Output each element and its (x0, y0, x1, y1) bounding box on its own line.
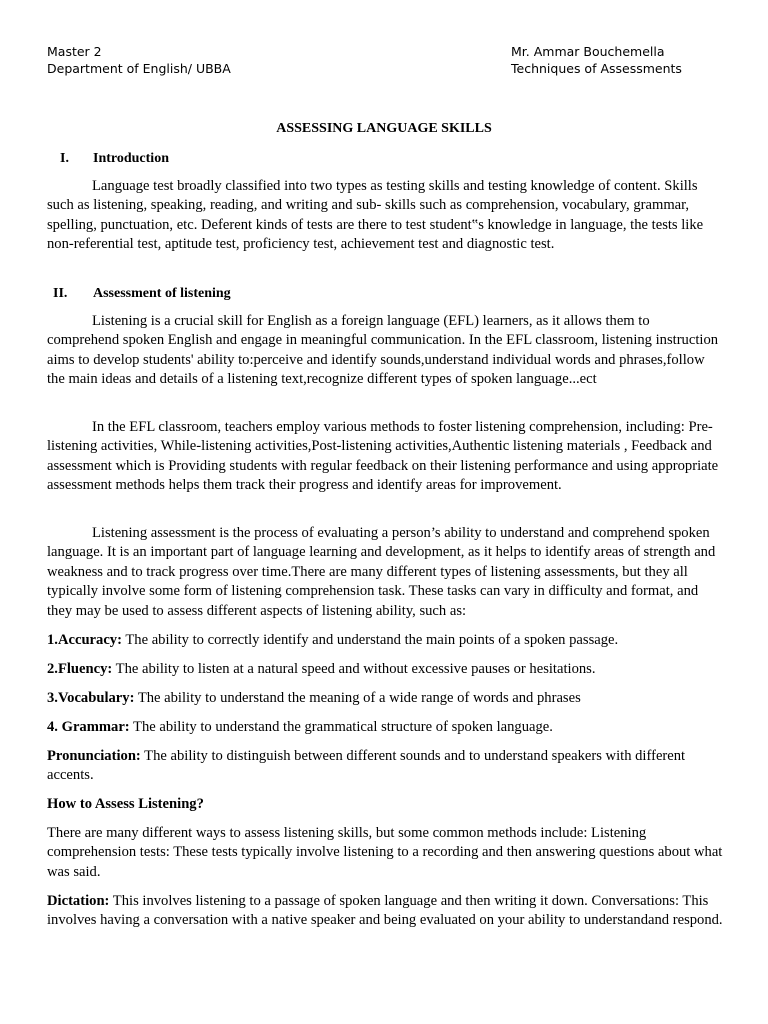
aspect-grammar (47, 718, 723, 737)
aspect-text: The ability to understand the grammatical structure of spoken language. (129, 719, 553, 735)
paragraph-how-to-assess: There are many different ways to assess listening skills, but some common methods include: Listening comprehension tests: These tests typically involve listening to a recording and then answering questions about what was said. (47, 825, 723, 880)
header-course: Master 2 (47, 44, 102, 59)
document-title: ASSESSING LANGUAGE SKILLS (276, 121, 492, 136)
aspect-fluency (47, 660, 723, 679)
header-author: Mr. Ammar Bouchemella (511, 44, 665, 59)
aspect-label: Pronunciation: (47, 748, 141, 764)
paragraph-listening-methods: In the EFL classroom, teachers employ various methods to foster listening comprehension, including: Pre-listening activities, While-listening activities,Post-listening activities,Authentic listening materials , Feedback and assessment which is Providing students with regular feedback on their listening performance and using appropriate assessment methods helps them track their progress and identify areas for improvement. (47, 419, 719, 494)
aspect-text: The ability to understand the meaning of a wide range of words and phrases (134, 690, 581, 706)
aspect-vocabulary (47, 689, 723, 708)
paragraph-listening-intro: Listening is a crucial skill for English as a foreign language (EFL) learners, as it allows them to comprehend spoken English and engage in meaningful communication. In the EFL classroom, listening instruction aims to develop students' ability to:perceive and identify sounds,understand individual words and phrases,follow the main ideas and details of a listening text,recognize different types of spoken language...ect (47, 313, 719, 388)
header-left (47, 43, 231, 77)
header-department: Department of English/ UBBA (47, 61, 231, 76)
aspect-label: 4. Grammar: (47, 719, 130, 735)
aspect-accuracy (47, 631, 723, 650)
aspect-text: The ability to distinguish between different sounds and to understand speakers with different accents. (47, 748, 686, 784)
section-title: Assessment of listening (93, 286, 231, 301)
aspect-text: The ability to listen at a natural speed and without excessive pauses or hesitations. (112, 661, 596, 677)
paragraph-dictation (47, 892, 723, 931)
section-title: Introduction (93, 151, 169, 166)
heading-how-to-assess: How to Assess Listening? (47, 796, 204, 812)
header-right (511, 43, 682, 77)
paragraph-introduction: Language test broadly classified into two types as testing skills and testing knowledge of content. Skills such as listening, speaking, reading, and writing and sub- skills such as comprehension, vocabulary, grammar, spelling, punctuation, etc. Deferent kinds of tests are there to test student‟s knowledge in language, the tests like non-referential test, aptitude test, proficiency test, achievement test and diagnostic test. (47, 178, 704, 253)
aspect-pronunciation (47, 747, 723, 786)
header-module: Techniques of Assessments (511, 61, 682, 76)
aspect-label: 3.Vocabulary: (47, 690, 135, 706)
dictation-text: This involves listening to a passage of spoken language and then writing it down. Conversations: This involves having a conversation with a native speaker and being evaluated on your ability to understandand respond. (47, 893, 723, 929)
aspect-text: The ability to correctly identify and understand the main points of a spoken passage. (121, 632, 619, 648)
paragraph-listening-assessment: Listening assessment is the process of evaluating a person’s ability to understand and comprehend spoken language. It is an important part of language learning and development, as it helps to identify areas of strength and weakness and to track progress over time.There are many different types of listening assessments, but they all typically involve some form of listening comprehension task. These tasks can vary in difficulty and format, and they may be used to assess different aspects of listening ability, such as: (47, 525, 716, 619)
aspect-label: 1.Accuracy: (47, 632, 122, 648)
section-number: II. (53, 286, 68, 301)
aspect-label: 2.Fluency: (47, 661, 113, 677)
dictation-label: Dictation: (47, 893, 110, 909)
section-number: I. (60, 151, 69, 166)
